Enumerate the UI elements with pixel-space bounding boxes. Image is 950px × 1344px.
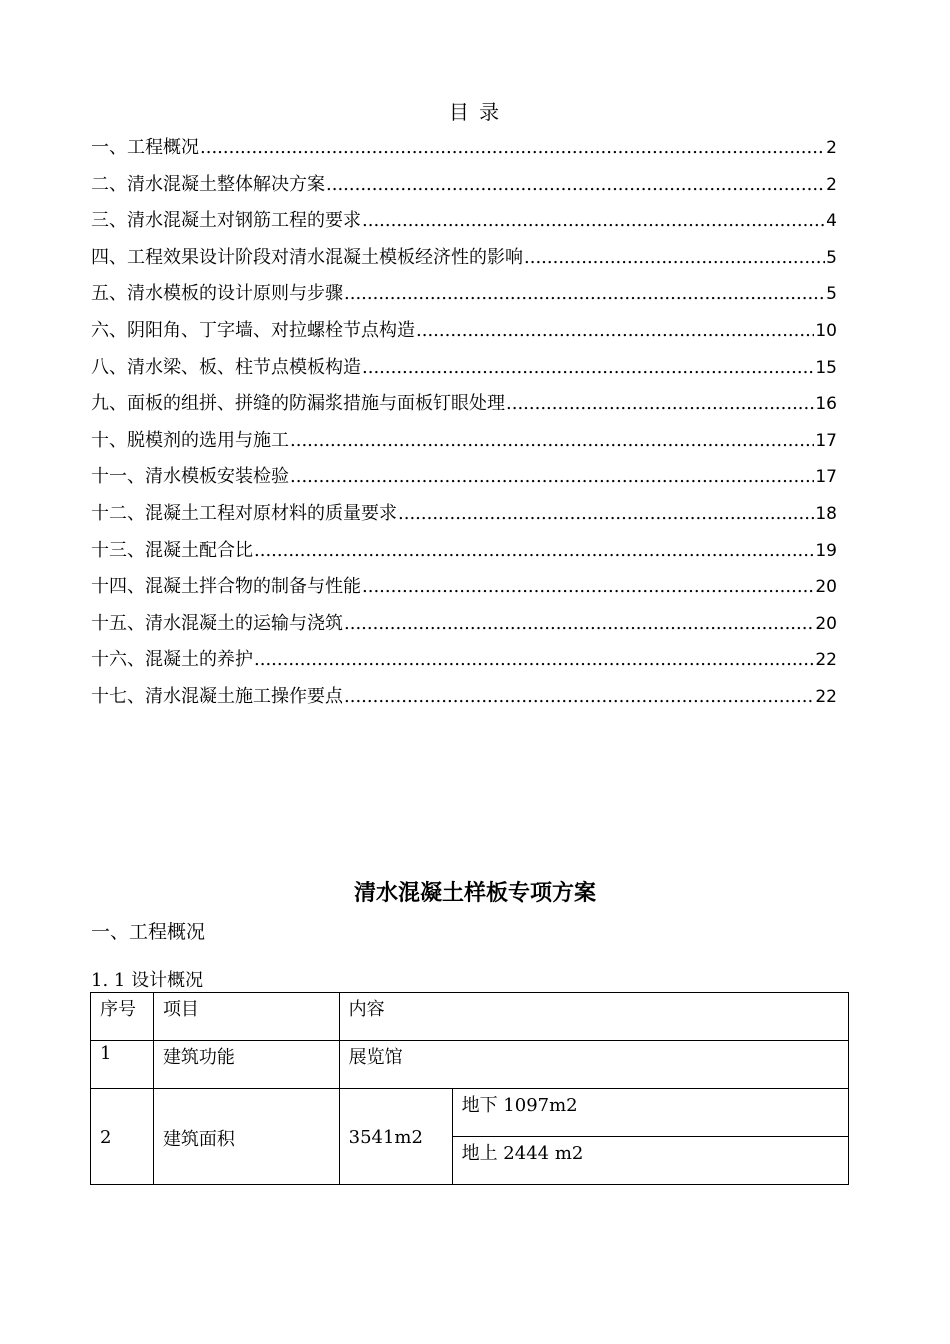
toc-dot-leader [362, 203, 825, 240]
toc-page-number: 15 [815, 357, 837, 378]
toc-entry[interactable] [91, 496, 837, 533]
toc-page-number: 20 [815, 577, 837, 598]
toc-page-number: 4 [826, 211, 837, 232]
toc-dot-leader [254, 642, 814, 679]
toc-dot-leader [290, 459, 814, 496]
cell-item: 建筑面积 [153, 1089, 339, 1185]
toc-dot-leader [344, 606, 814, 643]
toc-page-number: 18 [815, 503, 837, 524]
toc-page-number: 22 [815, 650, 837, 671]
toc-dot-leader [506, 386, 814, 423]
toc-page-number: 22 [815, 686, 837, 707]
toc-entry[interactable] [91, 423, 837, 460]
toc-entry[interactable] [91, 642, 837, 679]
toc-entry[interactable] [91, 167, 837, 204]
toc-page-number: 2 [826, 138, 837, 158]
cell-no: 2 [91, 1089, 154, 1185]
toc-entry[interactable] [91, 459, 837, 496]
toc-entry-text: 一、工程概况 [91, 137, 199, 158]
cell-total-area: 3541m2 [339, 1089, 452, 1185]
toc-entry-text: 四、工程效果设计阶段对清水混凝土模板经济性的影响 [91, 246, 523, 268]
cell-underground-area: 地下 1097m2 [452, 1089, 848, 1137]
toc-entry-text: 六、阴阳角、丁字墙、对拉螺栓节点构造 [91, 319, 415, 341]
toc-entry[interactable] [91, 606, 837, 643]
toc-entry[interactable] [91, 386, 837, 423]
header-no: 序号 [91, 993, 154, 1041]
toc-entry-text: 三、清水混凝土对钢筋工程的要求 [91, 210, 361, 232]
toc-entry-text: 十二、混凝土工程对原材料的质量要求 [91, 502, 397, 524]
cell-aboveground-area: 地上 2444 m2 [452, 1137, 848, 1185]
toc-page-number: 17 [815, 467, 837, 488]
toc-entry[interactable] [91, 130, 837, 167]
toc-dot-leader [362, 569, 814, 606]
table-row [91, 1041, 849, 1089]
toc-dot-leader [416, 313, 814, 350]
toc-dot-leader [344, 276, 825, 313]
toc-dot-leader [326, 167, 825, 204]
toc-dot-leader [362, 350, 814, 387]
toc-dot-leader [290, 423, 814, 460]
design-overview-table [90, 992, 849, 1185]
header-item: 项目 [153, 993, 339, 1041]
toc-entry[interactable] [91, 276, 837, 313]
toc-page-number: 16 [815, 394, 837, 415]
toc-entry[interactable] [91, 533, 837, 570]
toc-page-number: 5 [826, 247, 837, 268]
toc-entry-text: 十三、混凝土配合比 [91, 539, 253, 561]
toc-dot-leader [254, 533, 814, 570]
toc-page-number: 19 [815, 540, 837, 561]
toc-page-number: 17 [815, 430, 837, 451]
toc-entry-text: 十七、清水混凝土施工操作要点 [91, 685, 343, 707]
cell-content: 展览馆 [339, 1041, 848, 1089]
toc-entry[interactable] [91, 203, 837, 240]
toc-entry[interactable] [91, 313, 837, 350]
toc-dot-leader [524, 240, 825, 277]
toc-entry-text: 十四、混凝土拌合物的制备与性能 [91, 576, 361, 598]
table-row [91, 1089, 849, 1137]
table-of-contents [91, 130, 837, 716]
toc-entry[interactable] [91, 569, 837, 606]
document-title: 清水混凝土样板专项方案 [353, 880, 596, 906]
cell-no: 1 [91, 1041, 154, 1089]
toc-entry-text: 九、面板的组拼、拼缝的防漏浆措施与面板钉眼处理 [91, 393, 505, 415]
toc-entry-text: 二、清水混凝土整体解决方案 [91, 173, 325, 195]
toc-dot-leader [344, 679, 814, 716]
section-heading: 一、工程概况 [91, 921, 206, 943]
toc-dot-leader [200, 130, 825, 167]
toc-entry-text: 五、清水模板的设计原则与步骤 [91, 283, 343, 305]
toc-entry[interactable] [91, 240, 837, 277]
toc-entry-text: 十、脱模剂的选用与施工 [91, 429, 289, 451]
toc-entry-text: 十一、清水模板安装检验 [91, 466, 289, 488]
toc-entry-text: 八、清水梁、板、柱节点模板构造 [91, 356, 361, 378]
header-content: 内容 [339, 993, 848, 1041]
toc-page-number: 20 [815, 613, 837, 634]
toc-dot-leader [398, 496, 814, 533]
toc-entry[interactable] [91, 350, 837, 387]
table-header-row [91, 993, 849, 1041]
toc-entry-text: 十五、清水混凝土的运输与浇筑 [91, 612, 343, 634]
toc-entry-text: 十六、混凝土的养护 [91, 649, 253, 671]
toc-entry[interactable] [91, 679, 837, 716]
toc-page-number: 5 [826, 284, 837, 305]
sub-heading: 1. 1 设计概况 [91, 970, 204, 991]
toc-title: 目 录 [448, 100, 502, 124]
toc-page-number: 10 [815, 320, 837, 341]
cell-item: 建筑功能 [153, 1041, 339, 1089]
toc-page-number: 2 [826, 174, 837, 195]
